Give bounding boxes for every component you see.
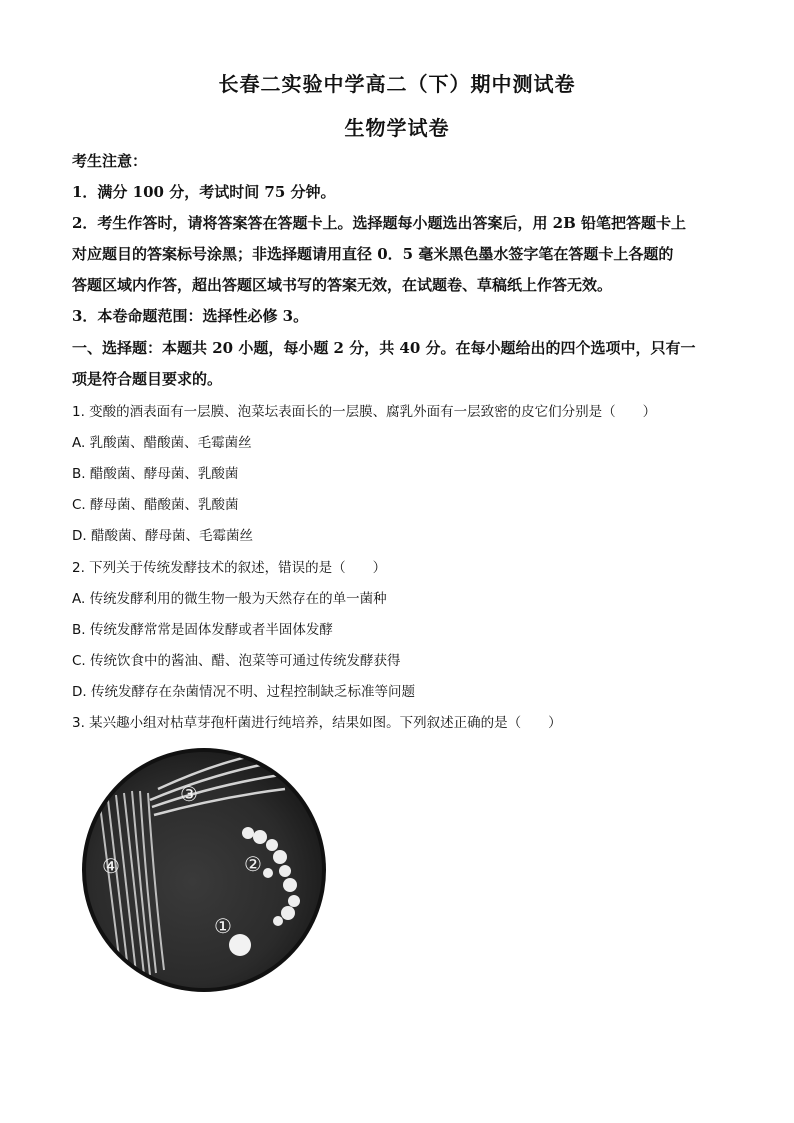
notice-item-1: 1．满分 100 分，考试时间 75 分钟。 (72, 183, 336, 201)
figure-label-2: ② (244, 852, 262, 876)
figure-label-1: ① (214, 914, 232, 938)
question-3-stem: 3. 某兴趣小组对枯草芽孢杆菌进行纯培养，结果如图。下列叙述正确的是（ ） (72, 715, 562, 731)
question-1-option-b: B. 醋酸菌、酵母菌、乳酸菌 (72, 466, 239, 482)
section-heading-line-1: 一、选择题：本题共 20 小题，每小题 2 分，共 40 分。在每小题给出的四个选项中，只有一 (72, 339, 696, 357)
figure-label-3: ③ (180, 782, 198, 806)
section-heading-line-2: 项是符合题目要求的。 (72, 370, 223, 388)
exam-title: 长春二实验中学高二（下）期中测试卷 (218, 72, 576, 96)
colony-zone-1 (229, 934, 251, 956)
notice-item-2-line-2: 对应题目的答案标号涂黑；非选择题请用直径 0．5 毫米黑色墨水签字笔在答题卡上各题的 (72, 245, 674, 263)
question-2-stem: 2. 下列关于传统发酵技术的叙述，错误的是（ ） (72, 560, 387, 576)
question-1-option-d: D. 醋酸菌、酵母菌、毛霉菌丝 (72, 528, 253, 544)
exam-subtitle: 生物学试卷 (344, 116, 450, 140)
notice-item-3: 3．本卷命题范围：选择性必修 3。 (72, 307, 309, 325)
notice-item-2-line-1: 2．考生作答时，请将答案答在答题卡上。选择题每小题选出答案后，用 2B 铅笔把答题卡上 (72, 214, 687, 232)
question-2-option-d: D. 传统发酵存在杂菌情况不明、过程控制缺乏标准等问题 (72, 684, 415, 700)
question-1-option-a: A. 乳酸菌、醋酸菌、毛霉菌丝 (72, 435, 252, 451)
question-2-option-c: C. 传统饮食中的酱油、醋、泡菜等可通过传统发酵获得 (72, 653, 401, 669)
question-1-stem: 1. 变酸的酒表面有一层膜、泡菜坛表面长的一层膜、腐乳外面有一层致密的皮它们分别是（ ） (72, 404, 657, 420)
question-2-option-a: A. 传统发酵利用的微生物一般为天然存在的单一菌种 (72, 591, 387, 607)
notice-item-2-line-3: 答题区域内作答，超出答题区域书写的答案无效，在试题卷、草稿纸上作答无效。 (72, 276, 613, 294)
question-1-option-c: C. 酵母菌、醋酸菌、乳酸菌 (72, 497, 239, 513)
question-2-option-b: B. 传统发酵常常是固体发酵或者半固体发酵 (72, 622, 333, 638)
notice-heading: 考生注意： (72, 152, 148, 170)
petri-dish-figure (80, 745, 328, 995)
figure-label-4: ④ (102, 854, 120, 878)
